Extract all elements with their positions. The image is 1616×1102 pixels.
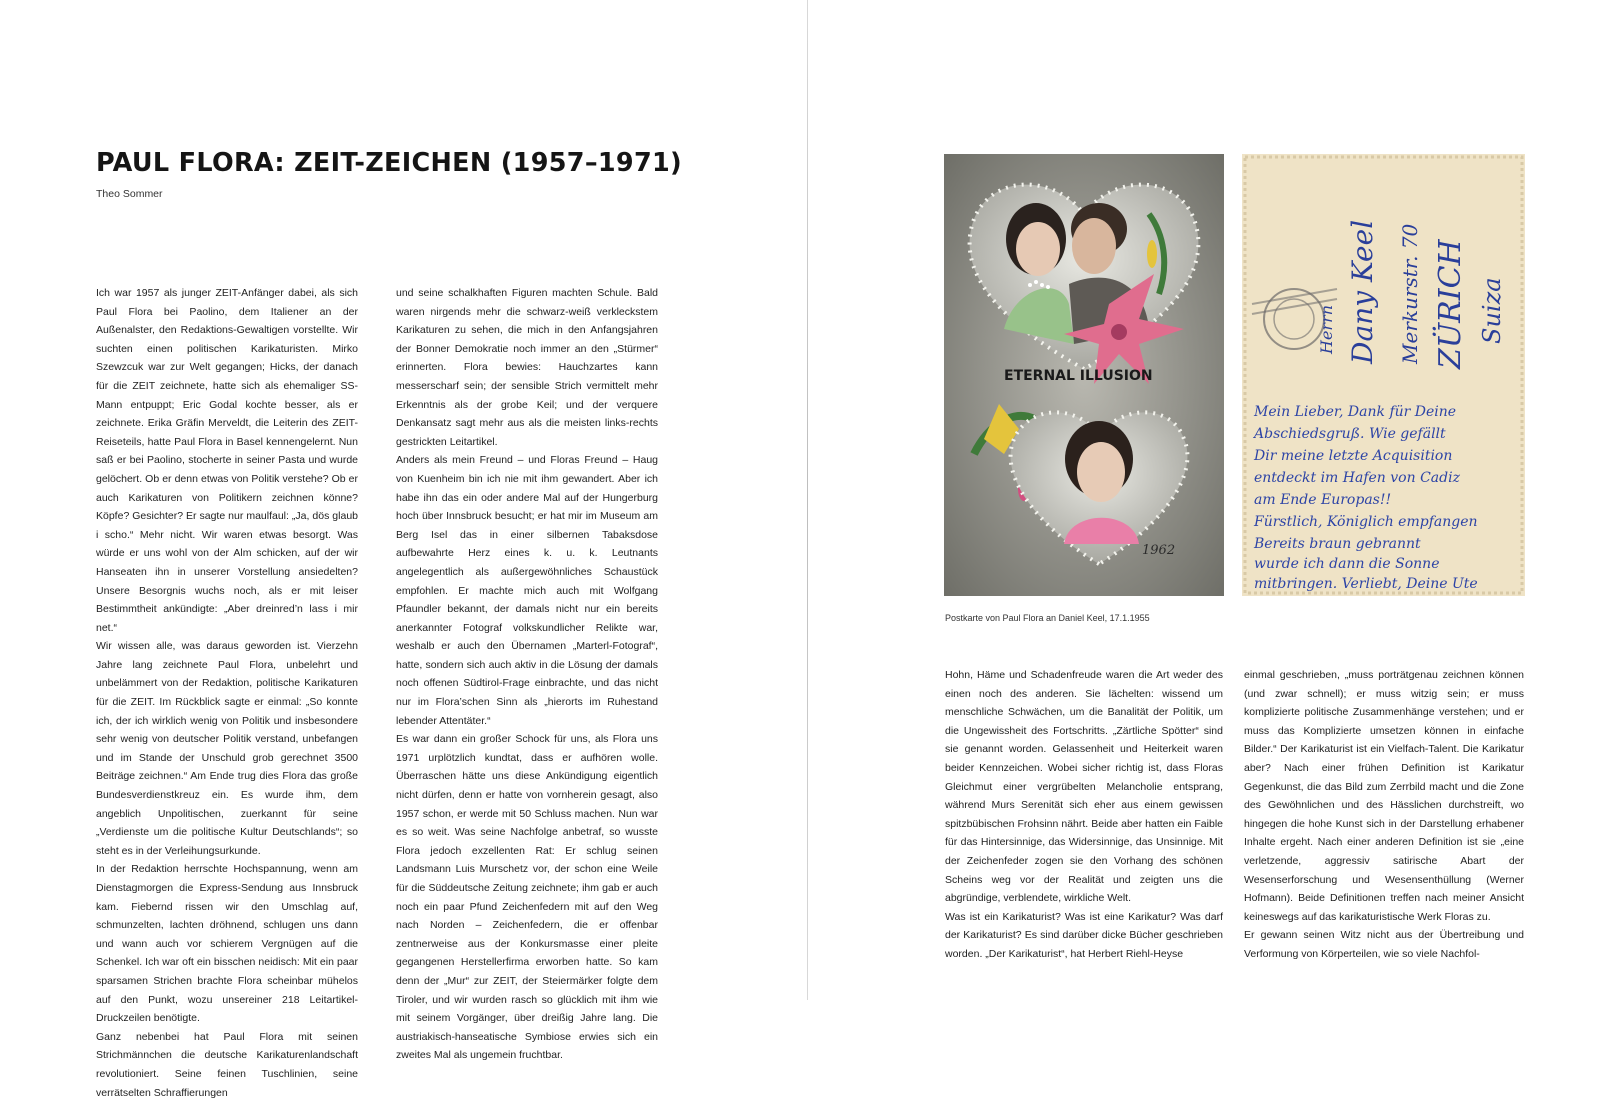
text-column-2 [396, 284, 658, 1065]
paragraph: Er gewann seinen Witz nicht aus der Übertreibung und Verformung von Körperteilen, wie so viele Nachfol- [1244, 929, 1524, 960]
message-line: Dir meine letzte Acquisition [1254, 448, 1453, 464]
postcard-front-label: ETERNAL ILLUSION [1004, 368, 1153, 384]
postcard-front-image [944, 154, 1224, 596]
message-line: Bereits braun gebrannt [1254, 536, 1421, 552]
address-line-2: Dany Keel [1346, 219, 1379, 364]
page-gutter [807, 0, 808, 1000]
paragraph: Es war dann ein großer Schock für uns, als Flora uns 1971 urplötzlich kundtat, dass er aufhören wolle. Überraschen hätte uns diese Ankündigung eigentlich nicht dürfen, denn er hatte von vornherein gesagt, also 1957 schon, er werde mit 50 Schluss machen. Nun war es so weit. Was seine Nachfolge anbetraf, so wusste Flora jedoch exzellenten Rat: Er schlug seinen Landsmann Luis Murschetz vor, der schon eine Weile für die Süddeutsche Zeitung zeichnete; ihm gab er auch noch ein paar Pfund Zeichenfedern mit auf den Weg nach Norden – Zeichenfedern, die er offenbar zentnerweise aus der Konkursmasse einer pleite gegangenen Herstellerfirma erworben hatte. So kam denn der „Mur“ zur ZEIT, der Steiermärker folgte dem Tiroler, und wir wurden rasch so glücklich mit ihm wie mit seinem Vorgänger, über dreißig Jahre lang. Die austriakisch-hanseatische Symbiose erwies sich ein zweites Mal als ungemein fruchtbar. [396, 733, 658, 1062]
paragraph: Ganz nebenbei hat Paul Flora mit seinen Strichmännchen die deutsche Karikaturenlandschaft revolutioniert. Seine feinen Tuschlinien, seine verrätselten Schraffierungen [96, 1030, 358, 1099]
paragraph: Hohn, Häme und Schadenfreude waren die Art weder des einen noch des anderen. Sie lächelten: wissend um menschliche Schwächen, um die Banalität der Politik, um die Ungewissheit des Fortschritts. „Zärtliche Spötter“ sind sie genannt worden. Gelassenheit und Heiterkeit waren beider Kennzeichen. Wobei sicher richtig ist, dass Floras Gleichmut einer vergrübelten Melancholie entsprang, während Murs Serenität sich eher aus einem gewissen spitzbübischen Frohsinn nährt. Beide aber hatten ein Faible für das Hintersinnige, das Widersinnige, das Unsinnige. Mit der Zeichenfeder zogen sie den Vorhang des schönen Scheins weg vor der Realität und zeigten uns die abgründige, verblendete, wirkliche Welt. [945, 669, 1223, 905]
message-line: wurde ich dann die Sonne [1254, 556, 1440, 572]
text-column-3 [945, 666, 1223, 964]
message-line: am Ende Europas!! [1254, 492, 1392, 508]
message-line: Fürstlich, Königlich empfangen [1254, 514, 1478, 530]
paragraph: Ich war 1957 als junger ZEIT-Anfänger dabei, als sich Paul Flora bei Paolino, dem Italiener an der Außenalster, den Redaktions-Gewaltigen vorstellte. Wir suchten einen politischen Karikaturisten. Mirko Szewzcuk war zur Welt gegangen; Hicks, der danach für die ZEIT zeichnete, hatte sich als ehemaliger SS-Mann entpuppt; Eric Godal kochte besser, als er zeichnete. Erika Gräfin Merveldt, die Leiterin des ZEIT-Reiseteils, hatte Paul Flora in Basel kennengelernt. Nun saß er bei Paolino, stocherte in seiner Pasta und wurde gelöchert. Ob er denn etwas von Politik verstehe? Ob er auch Karikaturen von Politikern zeichnen könne? Köpfe? Gesichter? Er sagte nur maulfaul: „Ja, dös glaub i scho.“ Mehr nicht. Wir waren etwas besorgt. Was würde er uns wohl von der Alm schicken, auf der wir Hanseaten ihn in unserer Vorstellung ansiedelten? Unsere Besorgnis wuchs noch, als er mit leiser Bestimmtheit ankündigte: „Aber dreinred’n lass i mir net.“ [96, 287, 358, 634]
paragraph: Anders als mein Freund – und Floras Freund – Haug von Kuenheim bin ich nie mit ihm gewandert. Aber ich habe ihn das ein oder andere Mal auf der Hungerburg hoch über Innsbruck besucht; er hat mir im Museum am Berg Isel das in einer silbernen Tabaksdose aufbewahrte Herz eines k. u. k. Leutnants angelegentlich als außergewöhnliches Schaustück empfohlen. Er machte mich auch mit Wolfgang Pfaundler bekannt, der damals nicht nur ein bereits anerkannter Fotograf volkskundlicher Relikte war, weshalb er auch den Übernamen „Marterl-Fotograf“, hatte, sondern sich auch aktiv in die Lösung der damals noch offenen Südtirol-Frage einbrachte, und das nicht nur im Flora’schen Sinn als „hierorts im Ruhestand lebender Attentäter.“ [396, 454, 658, 727]
paragraph: Was ist ein Karikaturist? Was ist eine Karikatur? Was darf der Karikaturist? Es sind darüber dicke Bücher geschrieben worden. „Der Karikaturist“, hat Herbert Riehl-Heyse [945, 910, 1223, 960]
paragraph: und seine schalkhaften Figuren machten Schule. Bald waren nirgends mehr die schwarz-weiß verkleckstem Karikaturen zu sehen, die mich in den Anfangsjahren der Bonner Demokratie noch immer an den „Stürmer“ erinnerten. Flora bewies: Hauchzartes kann messerscharf sein; der sensible Strich vermittelt mehr Erkenntnis als der grobe Keil; und der verquere Denkansatz sagt mehr aus als die meisten links-rechts gestrickten Leitartikel. [396, 287, 658, 448]
message-line: Mein Lieber, Dank für Deine [1254, 404, 1457, 420]
text-column-4 [1244, 666, 1524, 964]
message-line: Abschiedsgruß. Wie gefällt [1254, 426, 1446, 442]
paragraph: Wir wissen alle, was daraus geworden ist. Vierzehn Jahre lang zeichnete Paul Flora, unbelehrt und unbelämmert von der Redaktion, politische Karikaturen für die ZEIT. Im Rückblick sagte er einmal: „So konnte ich, der ich wirklich wenig von Politik und insbesondere sehr wenig von deutscher Politik verstand, unbefangen und im Stande der Unschuld grob gerechnet 3500 Beiträge zeichnen.“ Am Ende trug dies Flora das große Bundesverdienstkreuz ein. Es wurde ihm, dem angeblich Unpolitischen, zuerkannt für seine „Verdienste um die politische Kultur Deutschlands“; so steht es in der Verleihungsurkunde. [96, 640, 358, 857]
postcard-figure [944, 154, 1525, 596]
paragraph: einmal geschrieben, „muss porträtgenau zeichnen können (und zwar schnell); er muss witzig sein; er muss komplizierte politische Zusammenhänge verstehen; und er muss das Komplizierte umsetzen können in einfache Bilder.“ Der Karikaturist ist ein Vielfach-Talent. Die Karikatur aber? Nach einer frühen Definition ist Karikatur Gegenkunst, die das Bild zum Zerrbild macht und die Zone des Gewöhnlichen und des Hässlichen durchstreift, wo hingegen die hohe Kunst sich in der Darstellung erhabener Inhalte ergeht. Nach einer anderen Definition ist sie „eine verletzende, aggressiv satirische Abart der Wesenserforschung und Wesensenthüllung (Werner Hofmann). Beide Definitionen treffen nach meiner Ansicht keineswegs auf das karikaturistische Werk Floras zu. [1244, 669, 1524, 923]
article-author: Theo Sommer [96, 188, 163, 200]
figure-caption: Postkarte von Paul Flora an Daniel Keel, 17.1.1955 [945, 613, 1150, 623]
article-title: PAUL FLORA: ZEIT-ZEICHEN (1957–1971) [96, 148, 683, 178]
paragraph: In der Redaktion herrschte Hochspannung, wenn am Dienstagmorgen die Express-Sendung aus Innsbruck kam. Fiebernd rissen wir den Umschlag auf, schmunzelten, lachten dröhnend, schlugen uns dann und wann auch vor schierem Vergnügen auf die Schenkel. Ich war oft ein bisschen neidisch: Mit ein paar sparsamen Strichen brachte Flora scheinbar mühelos auf den Punkt, wozu unsereiner 218 Leitartikel-Druckzeilen benötigte. [96, 863, 358, 1025]
address-line-1: Herrn [1317, 304, 1336, 354]
address-line-3: Merkurstr. 70 [1398, 223, 1422, 364]
postcard-back-handwriting [1242, 154, 1525, 596]
postcard-back-image [1242, 154, 1525, 596]
text-column-1 [96, 284, 358, 1102]
message-line: entdeckt im Hafen von Cadiz [1254, 470, 1460, 486]
address-line-4: ZÜRICH [1433, 239, 1468, 369]
postcard-front-year: 1962 [1142, 543, 1176, 558]
address-line-5: Suiza [1478, 277, 1506, 344]
message-line: mitbringen. Verliebt, Deine Ute [1254, 576, 1478, 592]
postcard-front-illustration [944, 154, 1224, 596]
